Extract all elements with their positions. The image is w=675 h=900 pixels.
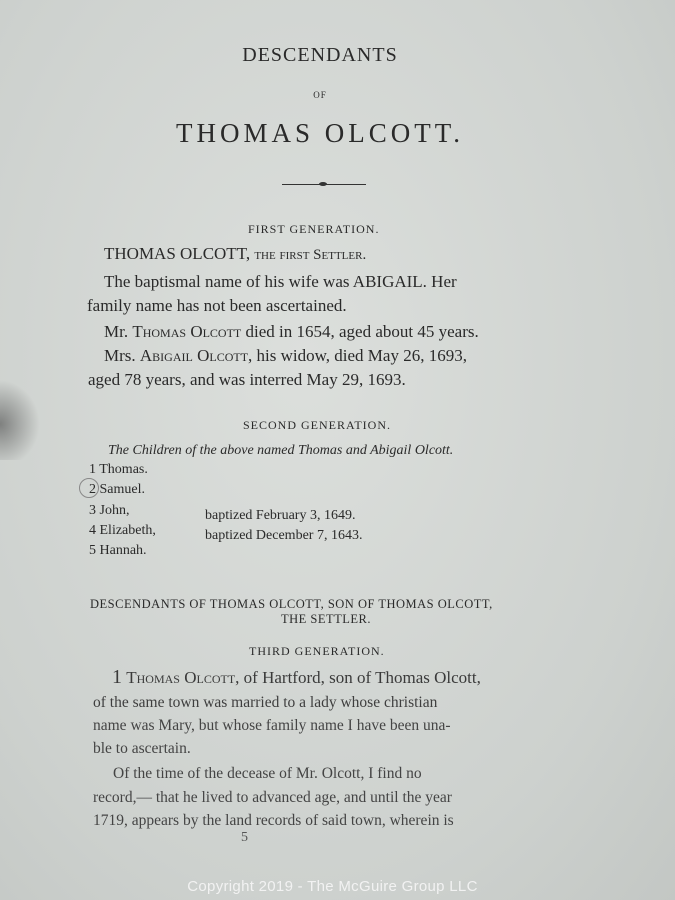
third-gen-line-6: record,— that he lived to advanced age, and until the year xyxy=(93,789,452,806)
entry-text: of Hartford, son of Thomas Olcott, xyxy=(243,668,481,687)
mrs-label: Mrs. xyxy=(104,346,136,365)
descendants-heading-line-2: THE SETTLER. xyxy=(281,612,372,626)
child-num: 2 xyxy=(89,482,96,497)
child-row xyxy=(89,462,148,478)
first-gen-line-3: family name has not been ascertained. xyxy=(87,296,347,315)
child-note: baptized February 3, 1649. xyxy=(205,508,356,523)
third-gen-line-3: name was Mary, but whose family name I have been una- xyxy=(93,717,451,734)
copyright-watermark: Copyright 2019 - The McGuire Group LLC xyxy=(187,878,478,895)
thomas-olcott-sc: Thomas Olcott xyxy=(132,322,242,341)
child-row xyxy=(89,503,129,519)
settler-title: the first Settler. xyxy=(254,247,367,263)
title-of: OF xyxy=(313,90,327,100)
page-number: 5 xyxy=(241,830,248,845)
descendants-heading-line-1: DESCENDANTS OF THOMAS OLCOTT, SON OF THOMAS OLCOTT, xyxy=(90,597,493,611)
child-num: 3 xyxy=(89,503,96,518)
child-num: 5 xyxy=(89,543,96,558)
child-name: Samuel. xyxy=(99,482,145,497)
page-shadow xyxy=(0,380,40,460)
first-gen-line-2: The baptismal name of his wife was ABIGAIL. Her xyxy=(104,272,457,291)
death-text: died in 1654, aged about 45 years. xyxy=(245,322,479,341)
child-row xyxy=(89,523,156,539)
settler-name: THOMAS OLCOTT, xyxy=(104,244,251,263)
mr-label: Mr. xyxy=(104,322,129,341)
first-gen-line-4 xyxy=(104,322,479,342)
entry-name: Thomas Olcott, xyxy=(126,668,240,687)
third-gen-line-4: ble to ascertain. xyxy=(93,740,191,757)
child-note: baptized December 7, 1643. xyxy=(205,528,363,543)
third-gen-line-5: Of the time of the decease of Mr. Olcott, I find no xyxy=(113,765,422,782)
third-gen-line-7: 1719, appears by the land records of said town, wherein is xyxy=(93,812,454,829)
third-gen-line-1 xyxy=(112,666,481,689)
first-gen-line-5 xyxy=(104,346,467,366)
children-subtitle: The Children of the above named Thomas and Abigail Olcott. xyxy=(108,443,454,458)
page-title: DESCENDANTS xyxy=(242,44,398,66)
second-generation-heading: SECOND GENERATION. xyxy=(243,418,391,432)
entry-number: 1 xyxy=(112,666,122,688)
child-row xyxy=(89,482,145,498)
child-name: Thomas. xyxy=(99,462,148,477)
ornament-dot xyxy=(319,182,327,186)
child-name: John, xyxy=(99,503,130,518)
child-name: Hannah. xyxy=(99,543,147,558)
widow-text: his widow, died May 26, 1693, xyxy=(256,346,467,365)
third-gen-line-2: of the same town was married to a lady whose christian xyxy=(93,694,438,711)
title-name: THOMAS OLCOTT. xyxy=(176,118,464,148)
first-generation-heading: FIRST GENERATION. xyxy=(248,222,380,236)
child-name: Elizabeth, xyxy=(99,523,156,538)
child-num: 4 xyxy=(89,523,96,538)
first-gen-line-1 xyxy=(104,244,366,264)
third-generation-heading: THIRD GENERATION. xyxy=(249,644,385,658)
child-num: 1 xyxy=(89,462,96,477)
child-row xyxy=(89,543,147,559)
first-gen-line-6: aged 78 years, and was interred May 29, 1693. xyxy=(88,370,406,389)
abigail-olcott-sc: Abigail Olcott, xyxy=(139,346,253,365)
